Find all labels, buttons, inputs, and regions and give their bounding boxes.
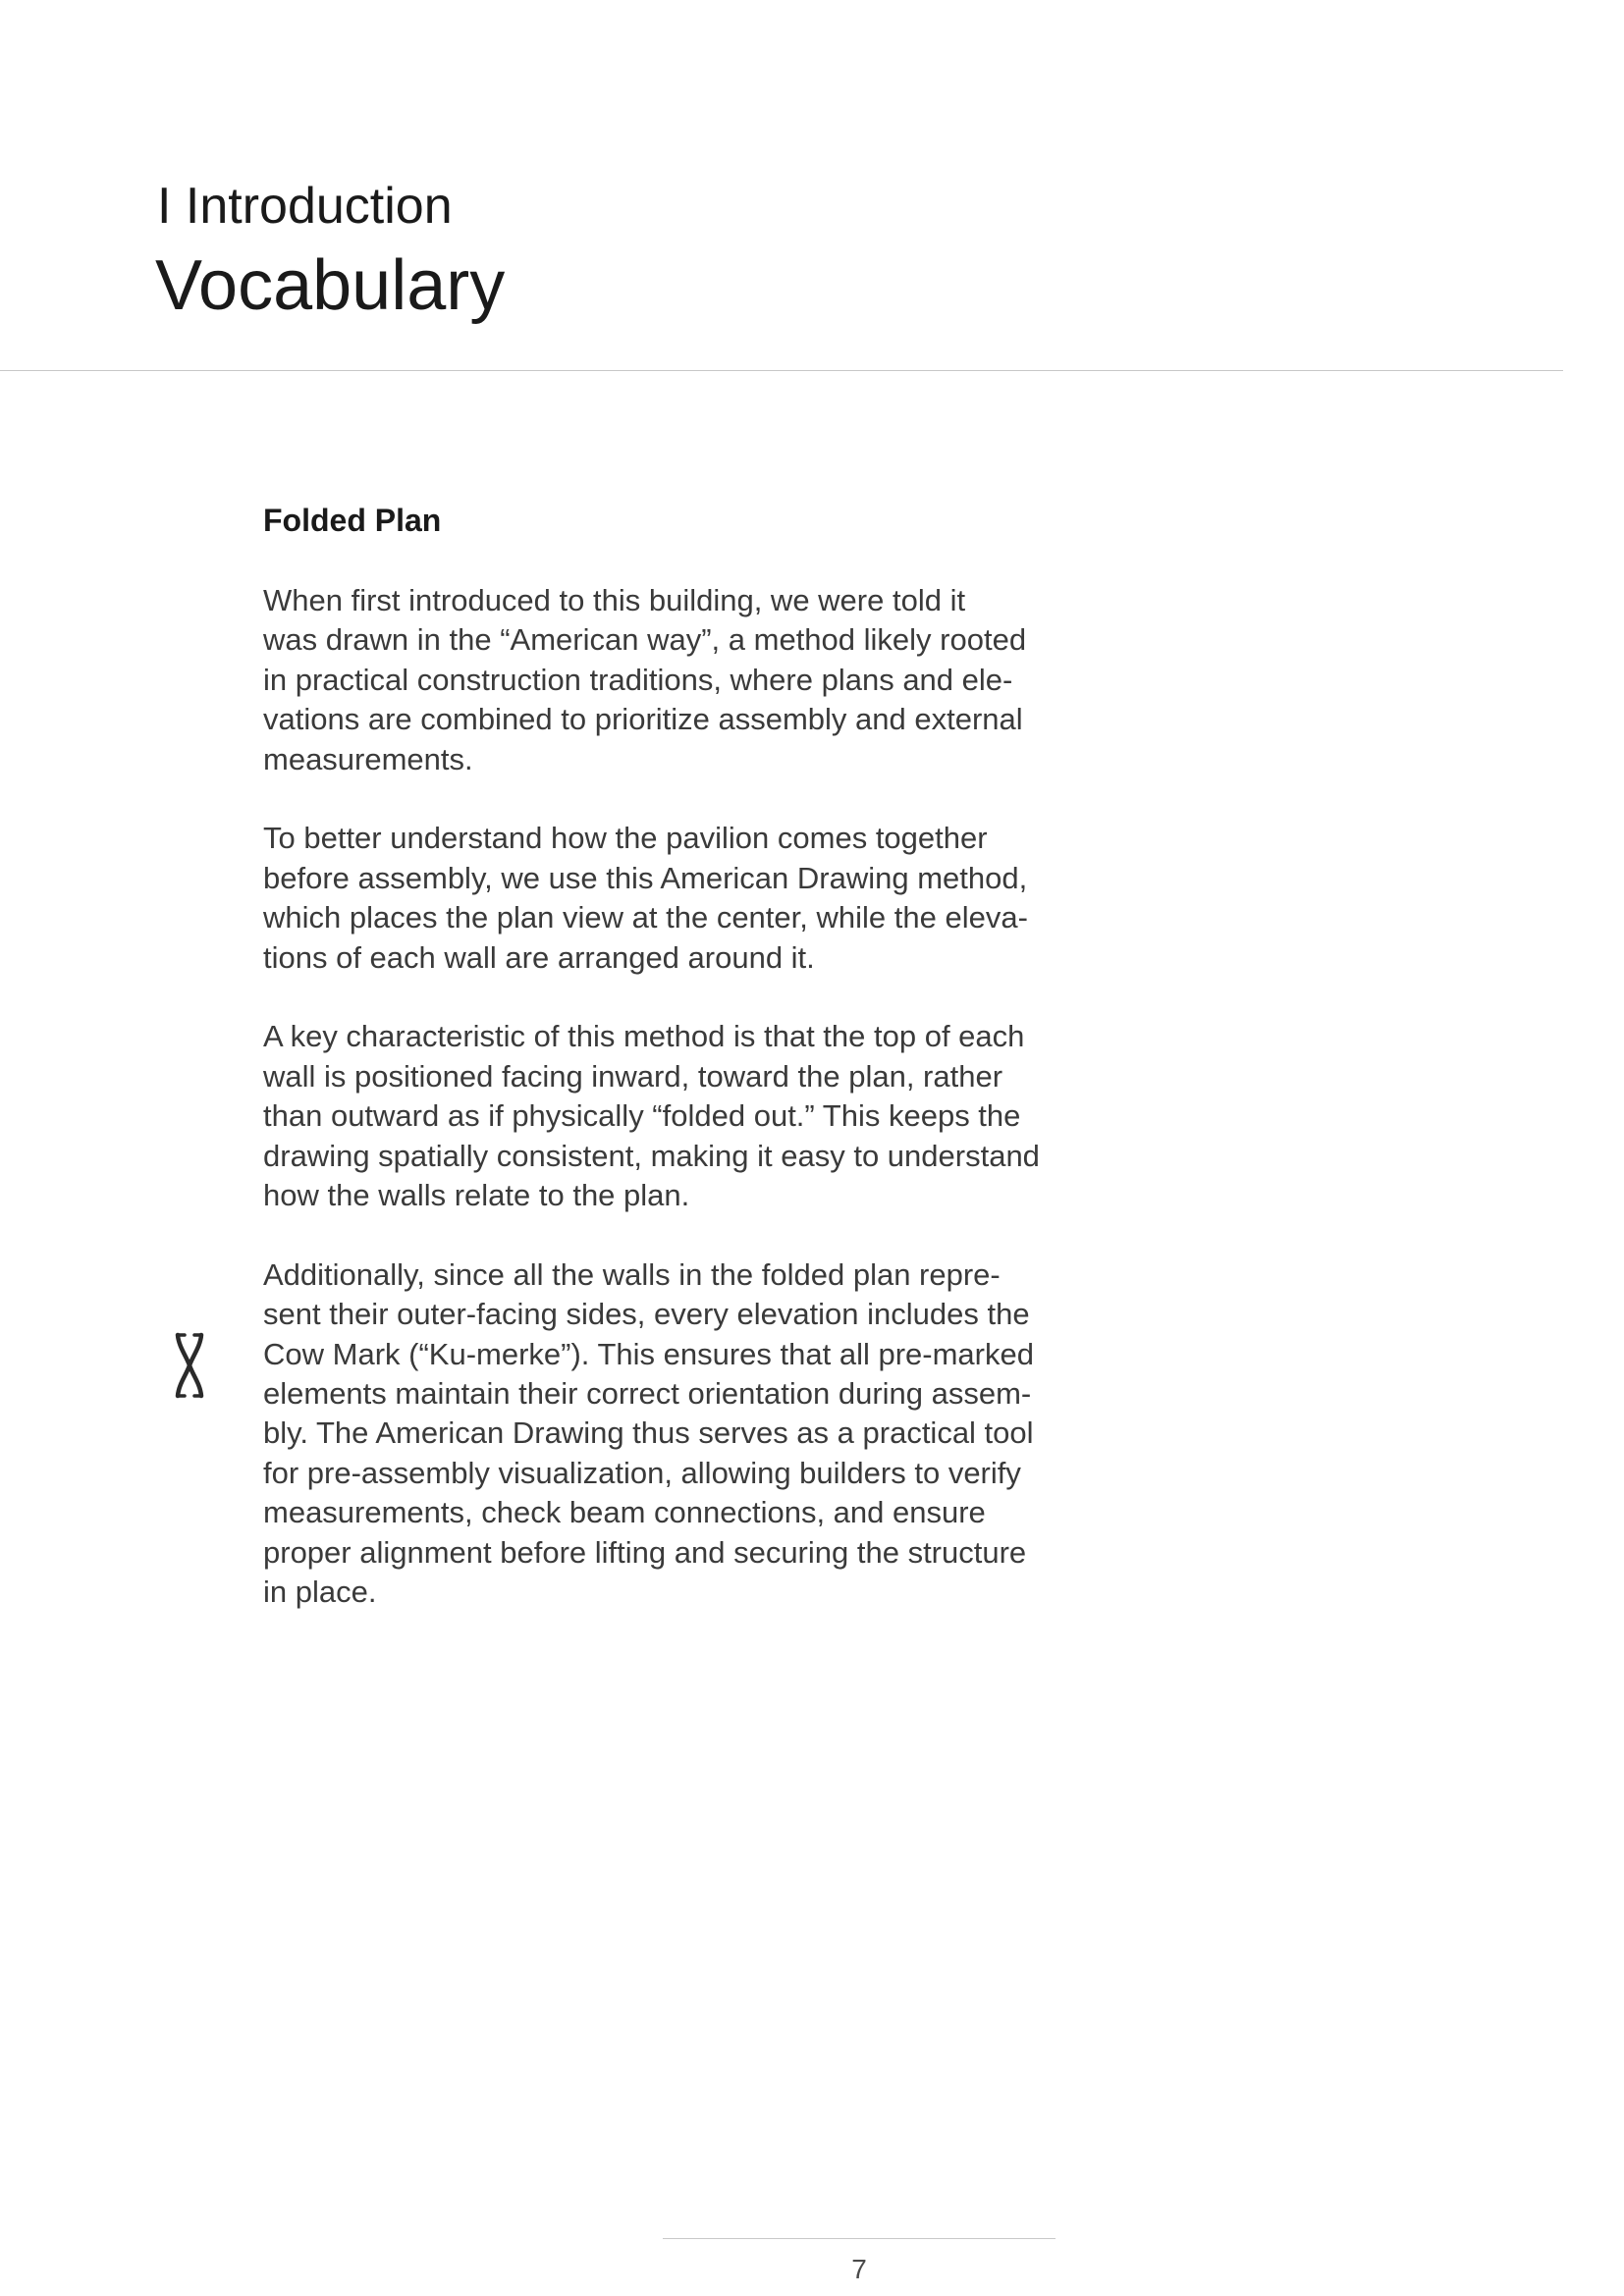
text-line: bly. The American Drawing thus serves as a practical tool — [263, 1415, 1034, 1451]
text-line: drawing spatially consistent, making it easy to understand — [263, 1138, 1040, 1173]
paragraph-1 — [263, 581, 1084, 779]
section-heading: Folded Plan — [263, 503, 442, 538]
text-line: measurements. — [263, 741, 473, 776]
text-line: than outward as if physically “folded out.” This keeps the — [263, 1098, 1021, 1134]
text-line: proper alignment before lifting and securing the structure — [263, 1534, 1027, 1570]
page-title: Vocabulary — [155, 246, 506, 325]
text-line: which places the plan view at the center, while the eleva- — [263, 900, 1028, 935]
text-line: for pre-assembly visualization, allowing builders to verify — [263, 1455, 1021, 1490]
text-line: Cow Mark (“Ku-merke”). This ensures that all pre-marked — [263, 1336, 1034, 1371]
paragraph-2 — [263, 819, 1084, 978]
text-line: elements maintain their correct orientation during assem- — [263, 1376, 1032, 1412]
text-line: sent their outer-facing sides, every elevation includes the — [263, 1297, 1030, 1332]
text-line: tions of each wall are arranged around it. — [263, 939, 815, 975]
text-line: A key characteristic of this method is that the top of each — [263, 1019, 1025, 1054]
text-line: To better understand how the pavilion comes together — [263, 821, 988, 856]
cow-mark-icon — [173, 1331, 206, 1400]
text-line: vations are combined to prioritize assembly and external — [263, 702, 1023, 737]
page-number: 7 — [851, 2254, 867, 2284]
text-line: how the walls relate to the plan. — [263, 1178, 690, 1213]
text-line: measurements, check beam connections, and ensure — [263, 1495, 986, 1530]
text-line: in place. — [263, 1575, 377, 1610]
text-line: was drawn in the “American way”, a method likely rooted — [263, 622, 1027, 658]
paragraph-4 — [263, 1255, 1084, 1613]
chapter-label: I Introduction — [157, 178, 453, 235]
text-line: in practical construction traditions, where plans and ele- — [263, 662, 1013, 697]
footer-divider — [663, 2238, 1056, 2239]
text-line: before assembly, we use this American Drawing method, — [263, 860, 1028, 895]
header-divider — [0, 370, 1563, 371]
paragraph-3 — [263, 1017, 1084, 1215]
text-line: Additionally, since all the walls in the folded plan repre- — [263, 1256, 1001, 1292]
text-line: When first introduced to this building, we were told it — [263, 583, 966, 617]
text-line: wall is positioned facing inward, toward the plan, rather — [263, 1058, 1003, 1094]
section-body — [263, 581, 1084, 1652]
